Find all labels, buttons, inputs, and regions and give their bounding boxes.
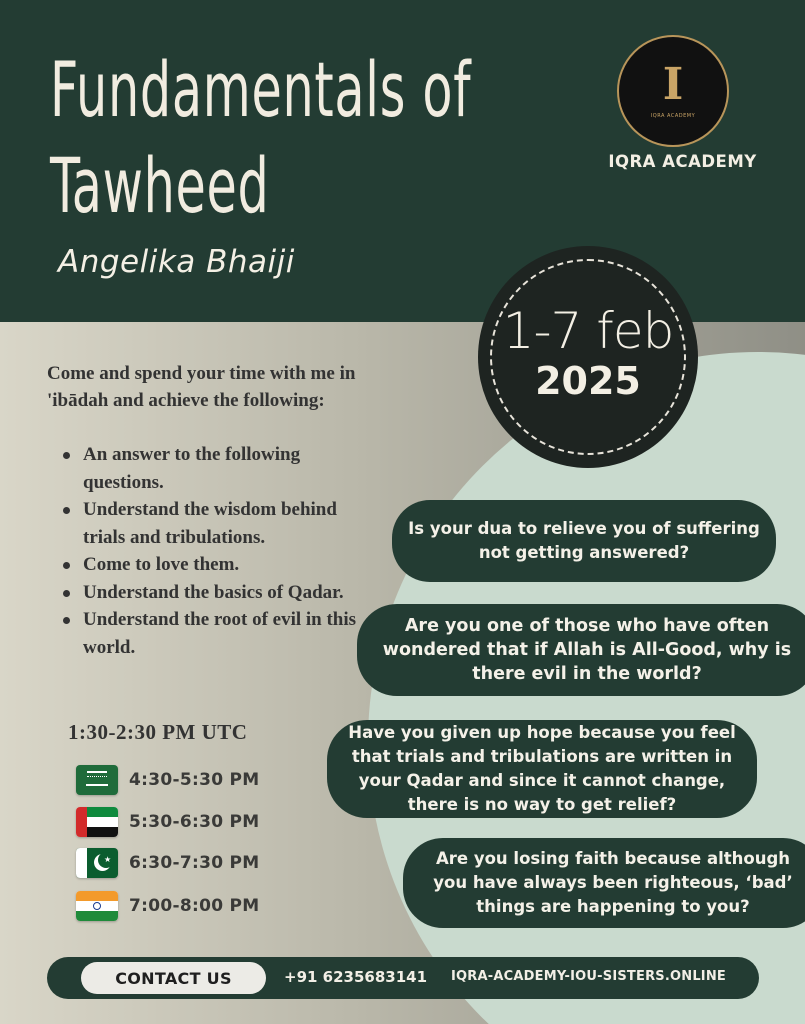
saudi-arabia-flag-icon xyxy=(76,765,118,795)
list-item: An answer to the following questions. xyxy=(62,441,382,496)
phone-number[interactable]: +91 6235683141 xyxy=(284,968,428,986)
question-bubble-4: Are you losing faith because although you have always been righteous, ‘bad’ things are happening to you? xyxy=(403,838,805,928)
list-item: Understand the root of evil in this world. xyxy=(62,606,382,661)
date-range: 1-7 feb xyxy=(502,302,674,360)
question-bubble-1: Is your dua to relieve you of suffering not getting answered? xyxy=(392,500,776,582)
date-badge-inner xyxy=(490,259,686,455)
timezone-row-saudi xyxy=(76,763,260,797)
utc-time: 1:30-2:30 PM UTC xyxy=(68,720,248,744)
timezone-row-pakistan xyxy=(76,846,260,880)
website-link[interactable]: IQRA-ACADEMY-IOU-SISTERS.ONLINE xyxy=(451,969,726,984)
list-item: Understand the basics of Qadar. xyxy=(62,579,382,607)
timezone-time: 6:30-7:30 PM xyxy=(129,853,260,873)
title-line-2: Tawheed xyxy=(50,141,270,230)
date-year: 2025 xyxy=(535,359,641,403)
timezone-row-india xyxy=(76,889,260,923)
brand-name: IQRA ACADEMY xyxy=(608,152,757,171)
intro-text: Come and spend your time with me in 'ibādah and achieve the following: xyxy=(47,363,356,411)
list-item: Come to love them. xyxy=(62,551,382,579)
uae-flag-icon xyxy=(76,807,118,837)
title-line-1: Fundamentals of xyxy=(50,45,472,134)
page-title xyxy=(50,42,472,234)
timezone-time: 4:30-5:30 PM xyxy=(129,770,260,790)
question-bubble-3: Have you given up hope because you feel that trials and tribulations are written in your Qadar and since it cannot change, there is no way to get relief? xyxy=(327,720,757,818)
timezone-time: 5:30-6:30 PM xyxy=(129,812,260,832)
logo-mark: I xyxy=(662,59,684,110)
timezone-time: 7:00-8:00 PM xyxy=(129,896,260,916)
benefits-list xyxy=(62,441,382,661)
footer-bar xyxy=(47,957,759,999)
academy-logo xyxy=(617,35,729,147)
timezone-row-uae xyxy=(76,805,260,839)
pakistan-flag-icon: ★ xyxy=(76,848,118,878)
question-bubble-2: Are you one of those who have often wondered that if Allah is All-Good, why is there evil in the world? xyxy=(357,604,805,696)
logo-text: IQRA ACADEMY xyxy=(650,113,696,119)
list-item: Understand the wisdom behind trials and tribulations. xyxy=(62,496,382,551)
date-badge xyxy=(478,246,698,468)
presenter-name: Angelika Bhaiji xyxy=(58,244,295,280)
india-flag-icon xyxy=(76,891,118,921)
contact-us-button[interactable]: CONTACT US xyxy=(81,962,266,994)
